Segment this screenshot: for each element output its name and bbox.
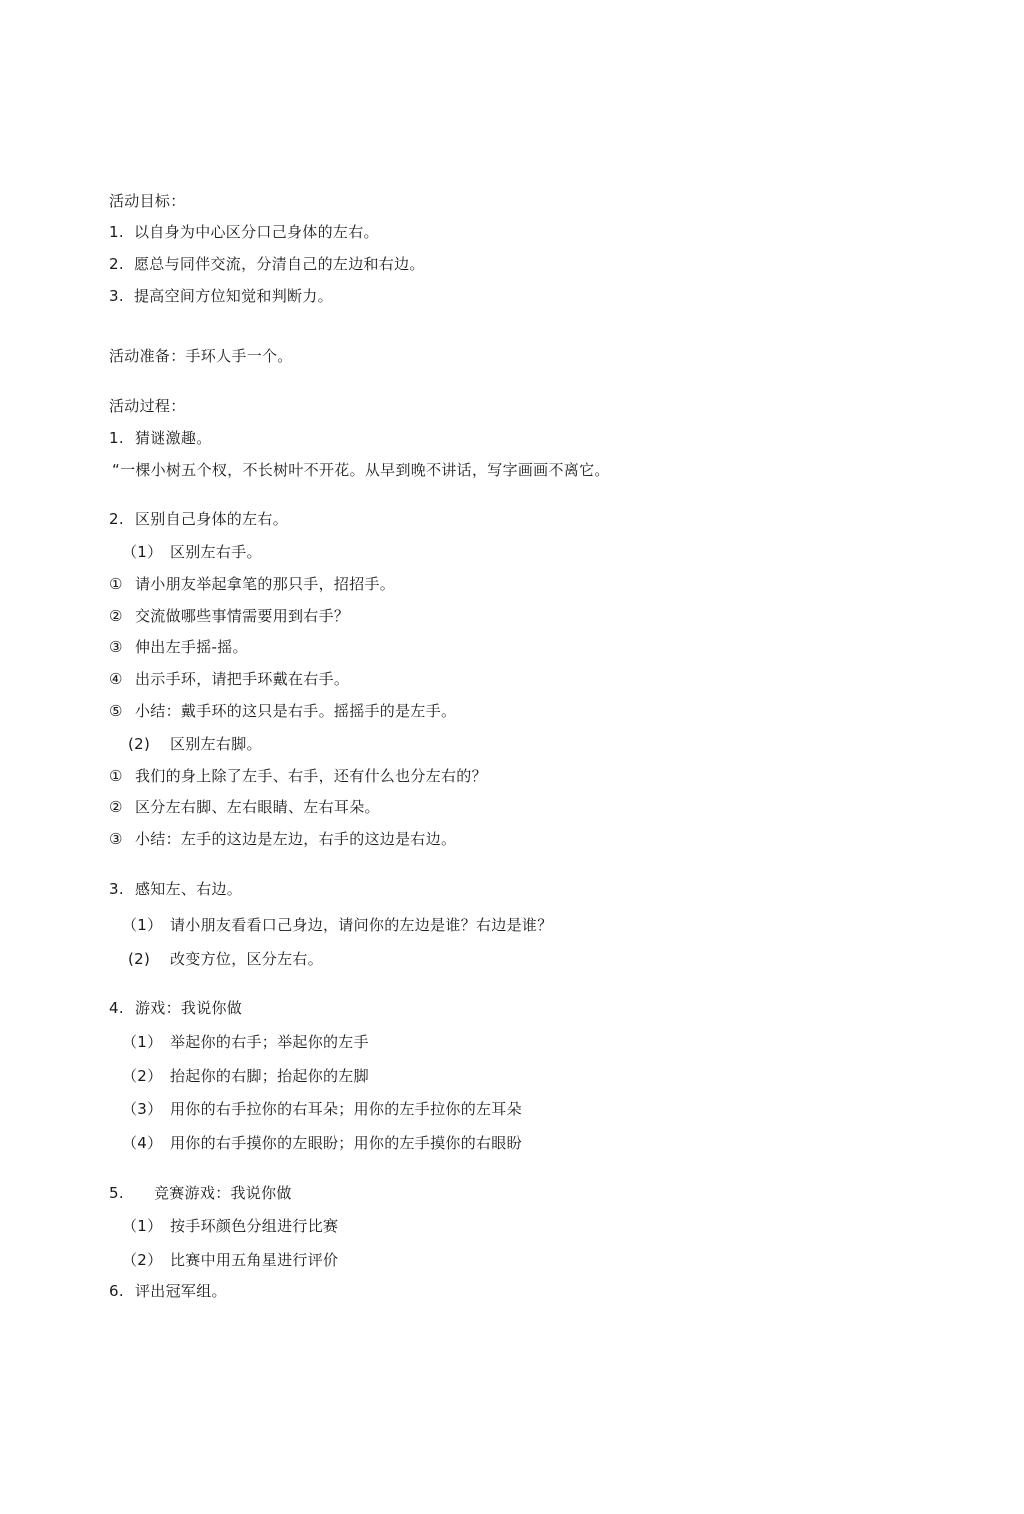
item-text: 伸出左手摇-摇。 (135, 638, 248, 656)
step-number: 4. (109, 999, 124, 1017)
sub-number: (2) (128, 735, 151, 753)
step-4-item-2 (122, 1066, 369, 1086)
step-1-title (109, 428, 212, 448)
step-2-sub-1-item-2 (109, 606, 349, 626)
goal-item-text: 愿总与同伴交流，分清自己的左边和右边。 (134, 255, 425, 273)
item-text: 小结：左手的这边是左边，右手的这边是右边。 (135, 830, 457, 848)
item-text: 比赛中用五角星进行评价 (170, 1251, 339, 1269)
item-text: 用你的右手摸你的左眼盼；用你的左手摸你的右眼盼 (170, 1134, 522, 1152)
step-title: 感知左、右边。 (135, 880, 243, 898)
step-3-title (109, 879, 242, 899)
step-4-item-3 (122, 1099, 522, 1119)
sub-title: 区别左右手。 (170, 543, 262, 561)
goal-item-1 (109, 222, 379, 242)
goal-item-2 (109, 254, 425, 274)
step-4-item-4 (122, 1133, 522, 1153)
item-text: 改变方位，区分左右。 (170, 950, 324, 968)
step-6-title (109, 1281, 227, 1301)
step-3-item-2 (128, 949, 323, 969)
sub-number: (2) (128, 950, 151, 968)
circled-number: ③ (109, 830, 123, 848)
item-text: 抬起你的右脚；抬起你的左脚 (170, 1067, 369, 1085)
step-5-item-1 (122, 1216, 338, 1236)
item-text: 请小朋友举起拿笔的那只手，招招手。 (135, 575, 396, 593)
step-title: 游戏：我说你做 (135, 999, 243, 1017)
sub-number: （1） (122, 543, 163, 561)
item-text: 交流做哪些事情需要用到右手？ (135, 607, 350, 625)
item-text: 区分左右脚、左右眼睛、左右耳朵。 (135, 798, 380, 816)
step-2-sub-1-item-3 (109, 637, 248, 657)
circled-number: ② (109, 607, 123, 625)
step-5-item-2 (122, 1250, 338, 1270)
prep-line: 活动准备：手环人手一个。 (109, 347, 293, 365)
step-2-sub-1-item-1 (109, 574, 395, 594)
item-text: 出示手环，请把手环戴在右手。 (135, 670, 350, 688)
step-number: 2. (109, 510, 124, 528)
circled-number: ④ (109, 670, 123, 688)
step-2-sub-1-item-5 (109, 701, 456, 721)
step-2-sub-2-item-2 (109, 797, 380, 817)
sub-number: （1） (122, 1217, 163, 1235)
item-text: 举起你的右手；举起你的左手 (170, 1033, 369, 1051)
sub-number: （2） (122, 1251, 163, 1269)
step-2-sub-2-title (128, 734, 262, 754)
goal-item-number: 3. (109, 287, 124, 305)
sub-number: （4） (122, 1134, 163, 1152)
goals-heading: 活动目标： (109, 192, 186, 210)
item-text: 用你的右手拉你的右耳朵；用你的左手拉你的左耳朵 (170, 1100, 522, 1118)
step-title: 评出冠军组。 (135, 1282, 227, 1300)
circled-number: ① (109, 767, 123, 785)
item-text: 请小朋友看看口己身边，请问你的左边是谁？右边是谁？ (170, 916, 553, 934)
goal-item-number: 1. (109, 223, 124, 241)
sub-number: （1） (122, 916, 163, 934)
step-number: 3. (109, 880, 124, 898)
step-4-item-1 (122, 1032, 369, 1052)
goal-item-text: 以自身为中心区分口己身体的左右。 (134, 223, 379, 241)
step-3-item-1 (122, 915, 553, 935)
step-2-sub-2-item-3 (109, 829, 456, 849)
step-number: 6. (109, 1282, 124, 1300)
step-5-title (109, 1183, 292, 1203)
step-4-title (109, 998, 242, 1018)
step-title: 竞赛游戏：我说你做 (154, 1184, 292, 1202)
circled-number: ③ (109, 638, 123, 656)
step-number: 5. (109, 1184, 124, 1202)
step-title: 猜谜激趣。 (135, 429, 212, 447)
sub-number: （3） (122, 1100, 163, 1118)
step-number: 1. (109, 429, 124, 447)
item-text: 我们的身上除了左手、右手，还有什么也分左右的？ (135, 767, 487, 785)
step-2-sub-1-title (122, 542, 262, 562)
goal-item-text: 提高空间方位知觉和判断力。 (134, 287, 333, 305)
step-2-sub-2-item-1 (109, 766, 487, 786)
sub-title: 区别左右脚。 (170, 735, 262, 753)
circled-number: ⑤ (109, 702, 123, 720)
step-2-title (109, 509, 288, 529)
goal-item-3 (109, 286, 333, 306)
circled-number: ② (109, 798, 123, 816)
process-heading: 活动过程： (109, 397, 186, 415)
sub-number: （1） (122, 1033, 163, 1051)
step-2-sub-1-item-4 (109, 669, 349, 689)
step-title: 区别自己身体的左右。 (135, 510, 289, 528)
item-text: 小结：戴手环的这只是右手。摇摇手的是左手。 (135, 702, 457, 720)
sub-number: （2） (122, 1067, 163, 1085)
circled-number: ① (109, 575, 123, 593)
item-text: 按手环颜色分组进行比赛 (170, 1217, 339, 1235)
goal-item-number: 2. (109, 255, 124, 273)
riddle-text: “一棵小树五个杈，不长树叶不开花。从早到晚不讲话，写字画画不离它。 (112, 461, 610, 479)
